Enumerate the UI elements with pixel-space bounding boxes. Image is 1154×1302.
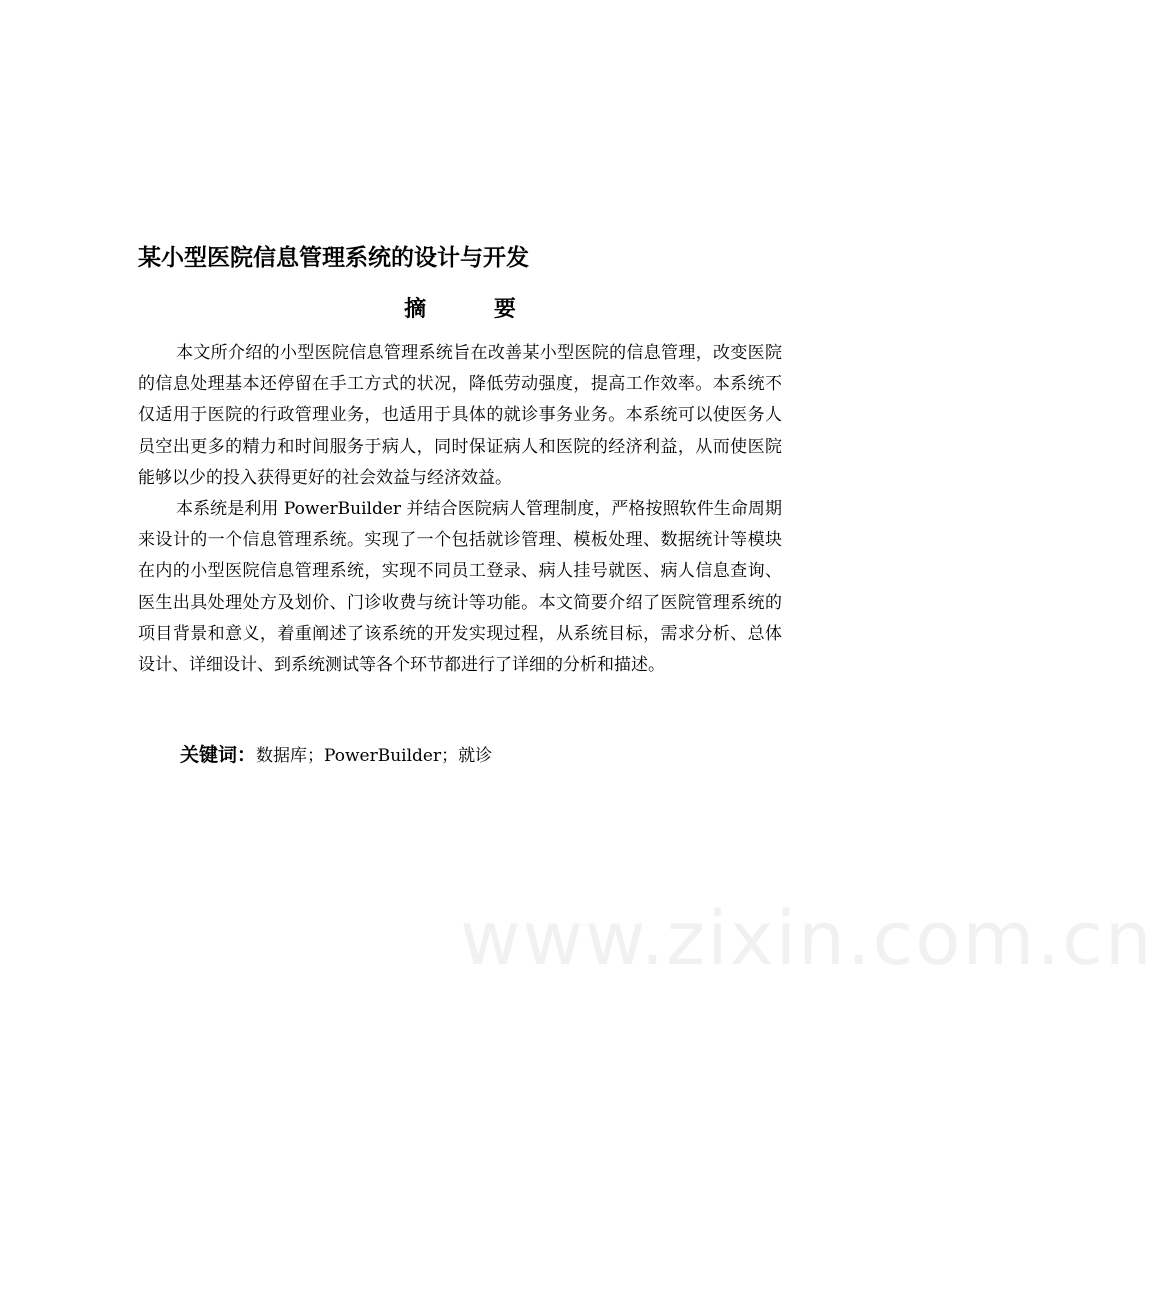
abstract-paragraph-1: 本文所介绍的小型医院信息管理系统旨在改善某小型医院的信息管理，改变医院的信息处理基本还停留在手工方式的状况，降低劳动强度，提高工作效率。本系统不仅适用于医院的行政管理业务，也适用于具体的就诊事务业务。本系统可以使医务人员空出更多的精力和时间服务于病人，同时保证病人和医院的经济利益，从而使医院能够以少的投入获得更好的社会效益与经济效益。 xyxy=(138,343,782,488)
page-title: 某小型医院信息管理系统的设计与开发 xyxy=(138,245,529,271)
keywords-line xyxy=(180,737,492,774)
keywords-label: 关键词： xyxy=(180,744,257,766)
abstract-body xyxy=(138,338,782,681)
keywords-value: 数据库；PowerBuilder；就诊 xyxy=(256,746,493,766)
abstract-heading: 摘 要 xyxy=(404,297,546,322)
watermark: www.zixin.com.cn xyxy=(460,896,1154,982)
abstract-paragraph-2: 本系统是利用 PowerBuilder 并结合医院病人管理制度，严格按照软件生命周期来设计的一个信息管理系统。实现了一个包括就诊管理、模板处理、数据统计等模块在内的小型医院信息管理系统，实现不同员工登录、病人挂号就医、病人信息查询、医生出具处理处方及划价、门诊收费与统计等功能。本文简要介绍了医院管理系统的项目背景和意义，着重阐述了该系统的开发实现过程，从系统目标，需求分析、总体设计、详细设计、到系统测试等各个环节都进行了详细的分析和描述。 xyxy=(138,499,782,676)
